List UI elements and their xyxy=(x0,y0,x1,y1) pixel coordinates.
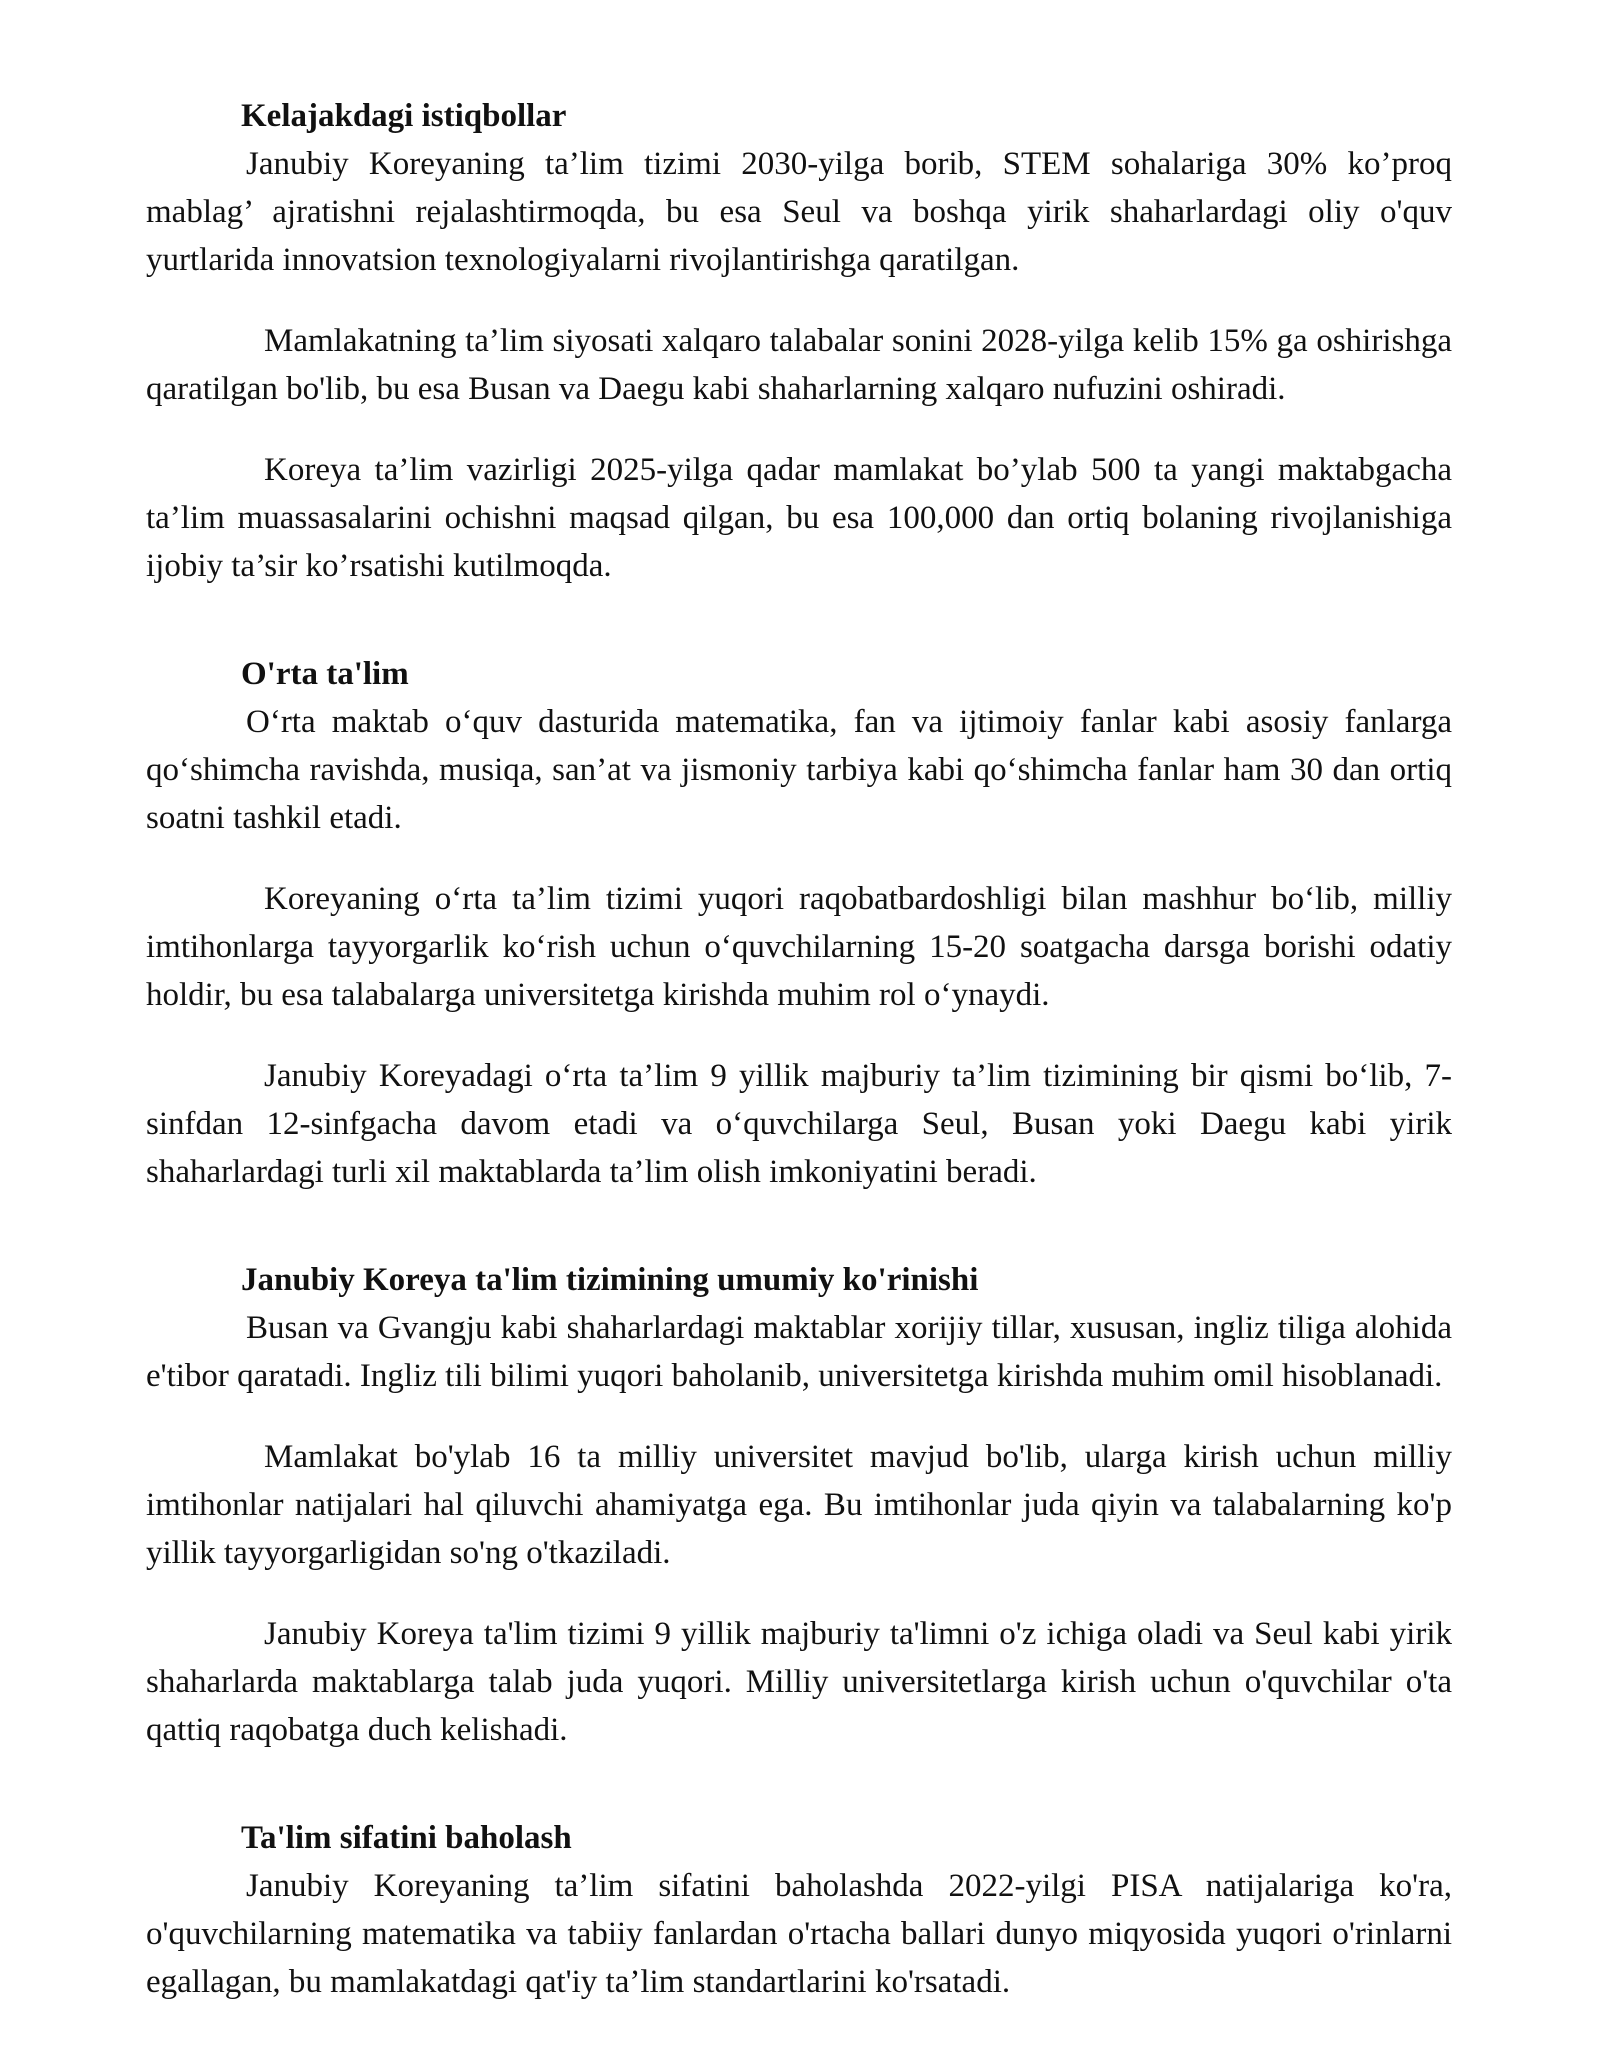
section-heading: Ta'lim sifatini baholash xyxy=(241,1820,572,1856)
paragraph: Koreyaning o‘rta ta’lim tizimi yuqori raqobatbardoshligi bilan mashhur bo‘lib, milliy imtihonlarga tayyorgarlik ko‘rish uchun o‘quvchilarning 15-20 soatgacha darsga borishi odatiy holdir, bu esa talabalarga universitetga kirishda muhim rol o‘ynaydi. xyxy=(146,881,1452,1013)
section-future-prospects xyxy=(146,92,1452,590)
paragraph: Janubiy Koreyadagi o‘rta ta’lim 9 yillik majburiy ta’lim tizimining bir qismi bo‘lib, 7-sinfdan 12-sinfgacha davom etadi va o‘quvchilarga Seul, Busan yoki Daegu kabi yirik shaharlardagi turli xil maktablarda ta’lim olish imkoniyatini beradi. xyxy=(146,1058,1452,1190)
section-heading: Janubiy Koreya ta'lim tizimining umumiy ko'rinishi xyxy=(241,1262,979,1298)
paragraph: Mamlakatning ta’lim siyosati xalqaro talabalar sonini 2028-yilga kelib 15% ga oshirishga qaratilgan bo'lib, bu esa Busan va Daegu kabi shaharlarning xalqaro nufuzini oshiradi. xyxy=(146,323,1452,407)
document-page xyxy=(146,92,1452,2006)
paragraph: Janubiy Koreya ta'lim tizimi 9 yillik majburiy ta'limni o'z ichiga oladi va Seul kabi yirik shaharlarda maktablarga talab juda yuqori. Milliy universitetlarga kirish uchun o'quvchilar o'ta qattiq raqobatga duch kelishadi. xyxy=(146,1616,1452,1748)
section-quality-assessment xyxy=(146,1814,1452,2006)
paragraph: Busan va Gvangju kabi shaharlardagi maktablar xorijiy tillar, xususan, ingliz tiliga alohida e'tibor qaratadi. Ingliz tili bilimi yuqori baholanib, universitetga kirishda muhim omil hisoblanadi. xyxy=(146,1310,1452,1394)
section-heading: O'rta ta'lim xyxy=(241,656,409,692)
paragraph: Janubiy Koreyaning ta’lim sifatini baholashda 2022-yilgi PISA natijalariga ko'ra, o'quvchilarning matematika va tabiiy fanlardan o'rtacha ballari dunyo miqyosida yuqori o'rinlarni egallagan, bu mamlakatdagi qat'iy ta’lim standartlarini ko'rsatadi. xyxy=(146,1868,1452,2000)
paragraph: O‘rta maktab o‘quv dasturida matematika, fan va ijtimoiy fanlar kabi asosiy fanlarga qo‘shimcha ravishda, musiqa, san’at va jismoniy tarbiya kabi qo‘shimcha fanlar ham 30 dan ortiq soatni tashkil etadi. xyxy=(146,704,1452,836)
paragraph: Mamlakat bo'ylab 16 ta milliy universitet mavjud bo'lib, ularga kirish uchun milliy imtihonlar natijalari hal qiluvchi ahamiyatga ega. Bu imtihonlar juda qiyin va talabalarning ko'p yillik tayyorgarligidan so'ng o'tkaziladi. xyxy=(146,1439,1452,1571)
section-heading: Kelajakdagi istiqbollar xyxy=(241,98,567,134)
paragraph: Janubiy Koreyaning ta’lim tizimi 2030-yilga borib, STEM sohalariga 30% ko’proq mablag’ ajratishni rejalashtirmoqda, bu esa Seul va boshqa yirik shaharlardagi oliy o'quv yurtlarida innovatsion texnologiyalarni rivojlantirishga qaratilgan. xyxy=(146,146,1452,278)
section-secondary-education xyxy=(146,650,1452,1196)
paragraph: Koreya ta’lim vazirligi 2025-yilga qadar mamlakat bo’ylab 500 ta yangi maktabgacha ta’lim muassasalarini ochishni maqsad qilgan, bu esa 100,000 dan ortiq bolaning rivojlanishiga ijobiy ta’sir ko’rsatishi kutilmoqda. xyxy=(146,452,1452,584)
section-overview xyxy=(146,1256,1452,1754)
